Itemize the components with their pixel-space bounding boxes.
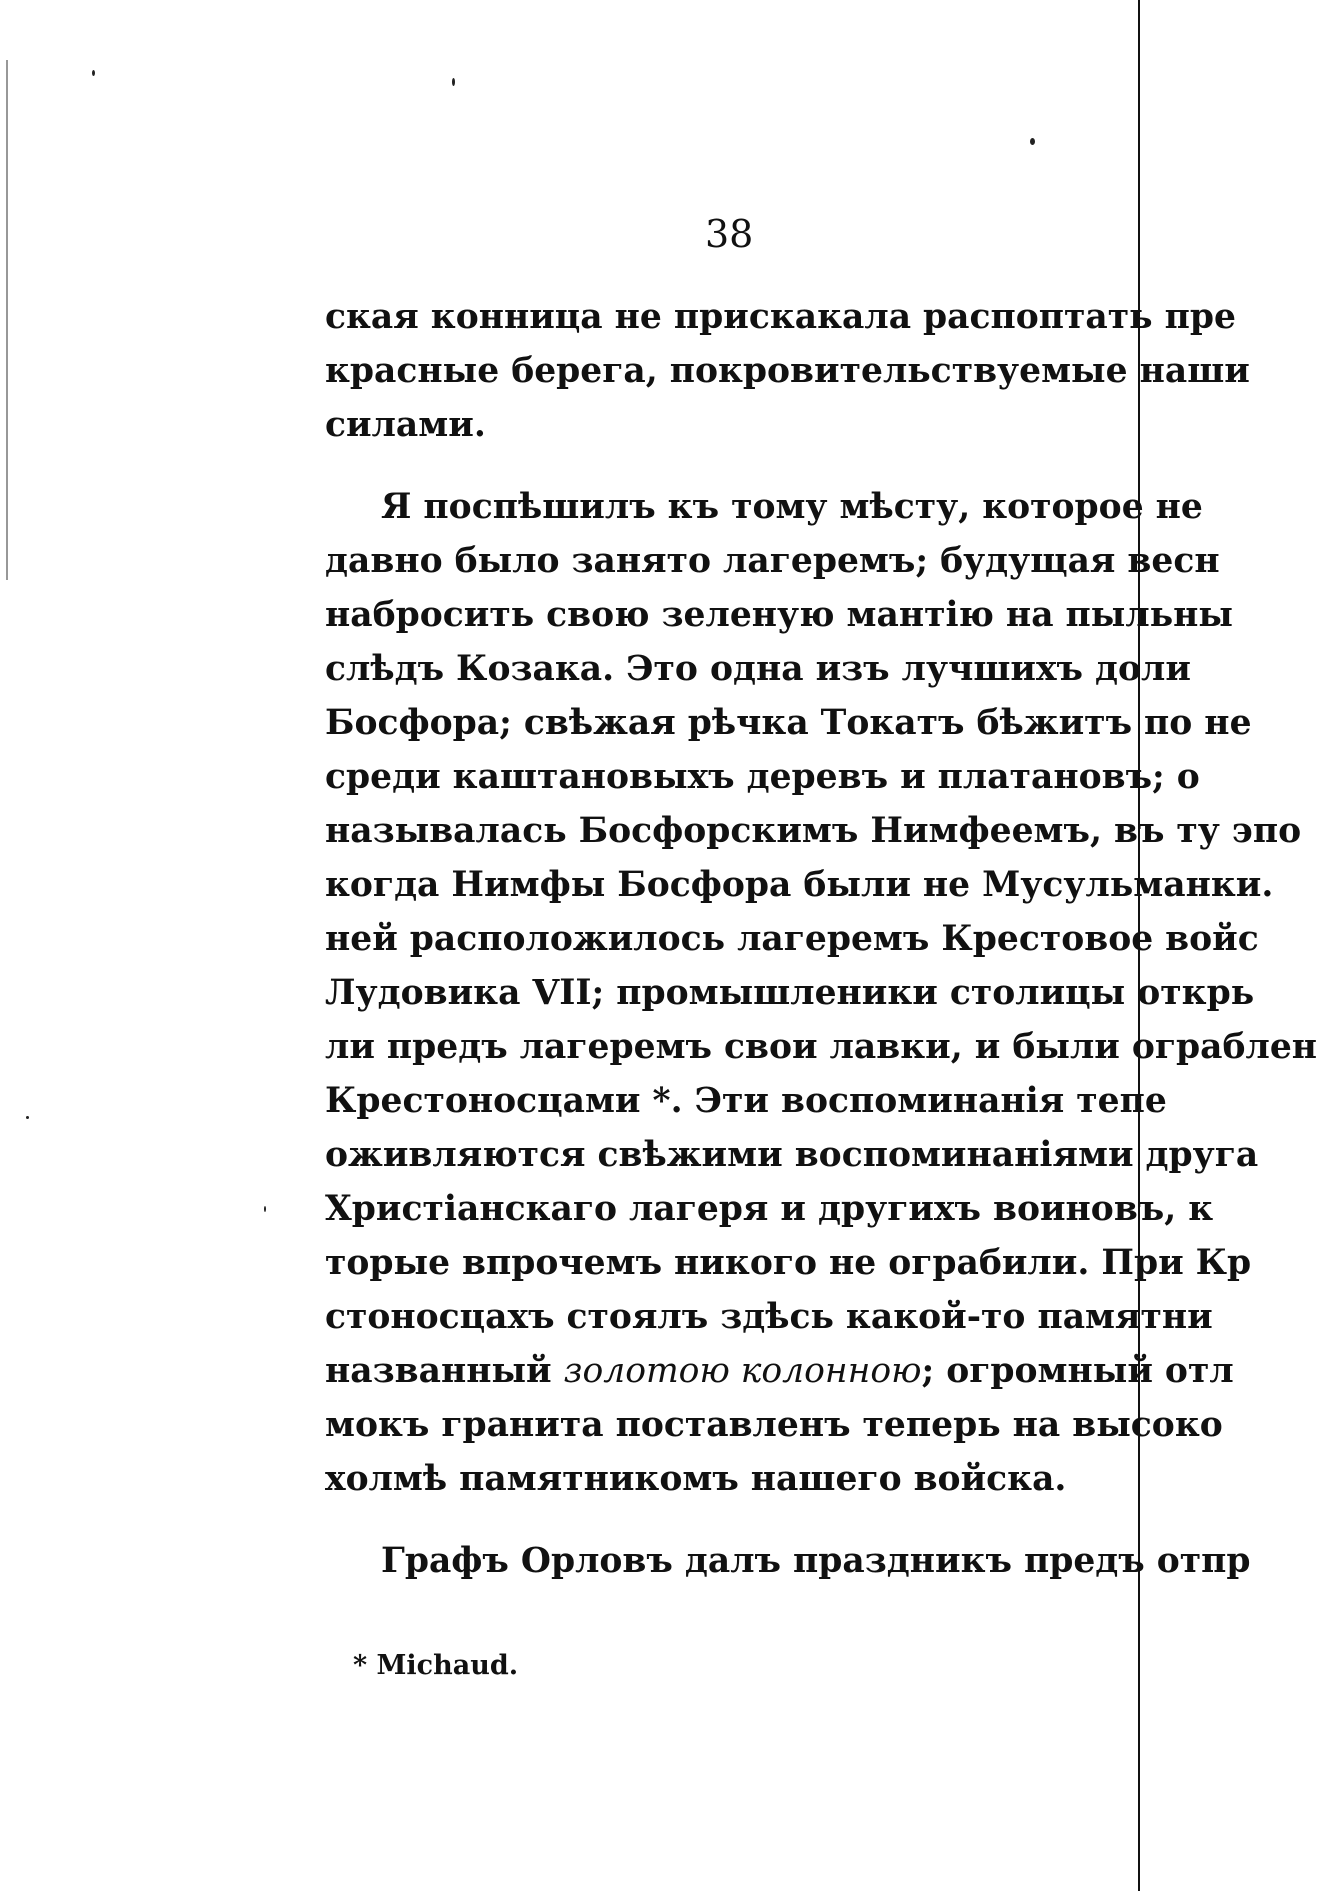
text-line: среди каштановыхъ деревъ и платановъ; о bbox=[325, 757, 1200, 797]
text-line: ская конница не прискакала распоптать пре bbox=[325, 297, 1236, 337]
text-line: Я поспѣшилъ къ тому мѣсту, которое не bbox=[381, 487, 1203, 527]
text-line: силами. bbox=[325, 405, 486, 445]
text-line: торые впрочемъ никого не ограбили. При Кр bbox=[325, 1243, 1252, 1283]
scan-edge-marks bbox=[6, 60, 16, 580]
scan-speck bbox=[264, 1206, 266, 1212]
body-text bbox=[325, 290, 1317, 1588]
text-line: красные берега, покровительствуемые наши bbox=[325, 351, 1250, 391]
text-line: называлась Босфорскимъ Нимфеемъ, въ ту эпо bbox=[325, 811, 1302, 851]
text-line: набросить свою зеленую мантію на пыльны bbox=[325, 595, 1233, 635]
text-line: Босфора; свѣжая рѣчка Токатъ бѣжитъ по не bbox=[325, 703, 1252, 743]
text-line: Христіанскаго лагеря и другихъ воиновъ, к bbox=[325, 1189, 1214, 1229]
page-number: 38 bbox=[705, 212, 754, 256]
text-line: оживляются свѣжими воспоминаніями друга bbox=[325, 1135, 1259, 1175]
scan-speck bbox=[26, 1116, 29, 1119]
text-segment: ; огромный отл bbox=[921, 1351, 1234, 1391]
text-line: Графъ Орловъ далъ праздникъ предъ отпр bbox=[381, 1541, 1251, 1581]
scan-speck bbox=[92, 70, 95, 76]
italic-segment: золотою колонною bbox=[563, 1351, 922, 1391]
scan-speck bbox=[452, 78, 455, 86]
scan-speck bbox=[1030, 138, 1035, 145]
text-line: ли предъ лагеремъ свои лавки, и были ограблен bbox=[325, 1027, 1317, 1067]
text-line: Крестоносцами *. Эти воспоминанія тепе bbox=[325, 1081, 1167, 1121]
text-segment: названный bbox=[325, 1351, 564, 1391]
text-line: ней расположилось лагеремъ Крестовое войс bbox=[325, 919, 1259, 959]
text-line: слѣдъ Козака. Это одна изъ лучшихъ доли bbox=[325, 649, 1191, 689]
text-line: мокъ гранита поставленъ теперь на высоко bbox=[325, 1405, 1223, 1445]
text-line-with-italic bbox=[325, 1344, 1234, 1398]
text-line: Лудовика VII; промышленики столицы открь bbox=[325, 973, 1255, 1013]
footnote: * Michaud. bbox=[353, 1650, 519, 1681]
text-line: когда Нимфы Босфора были не Мусульманки. bbox=[325, 865, 1274, 905]
text-line: давно было занято лагеремъ; будущая весн bbox=[325, 541, 1220, 581]
text-line: холмѣ памятникомъ нашего войска. bbox=[325, 1459, 1067, 1499]
text-line: стоносцахъ стоялъ здѣсь какой-то памятни bbox=[325, 1297, 1213, 1337]
